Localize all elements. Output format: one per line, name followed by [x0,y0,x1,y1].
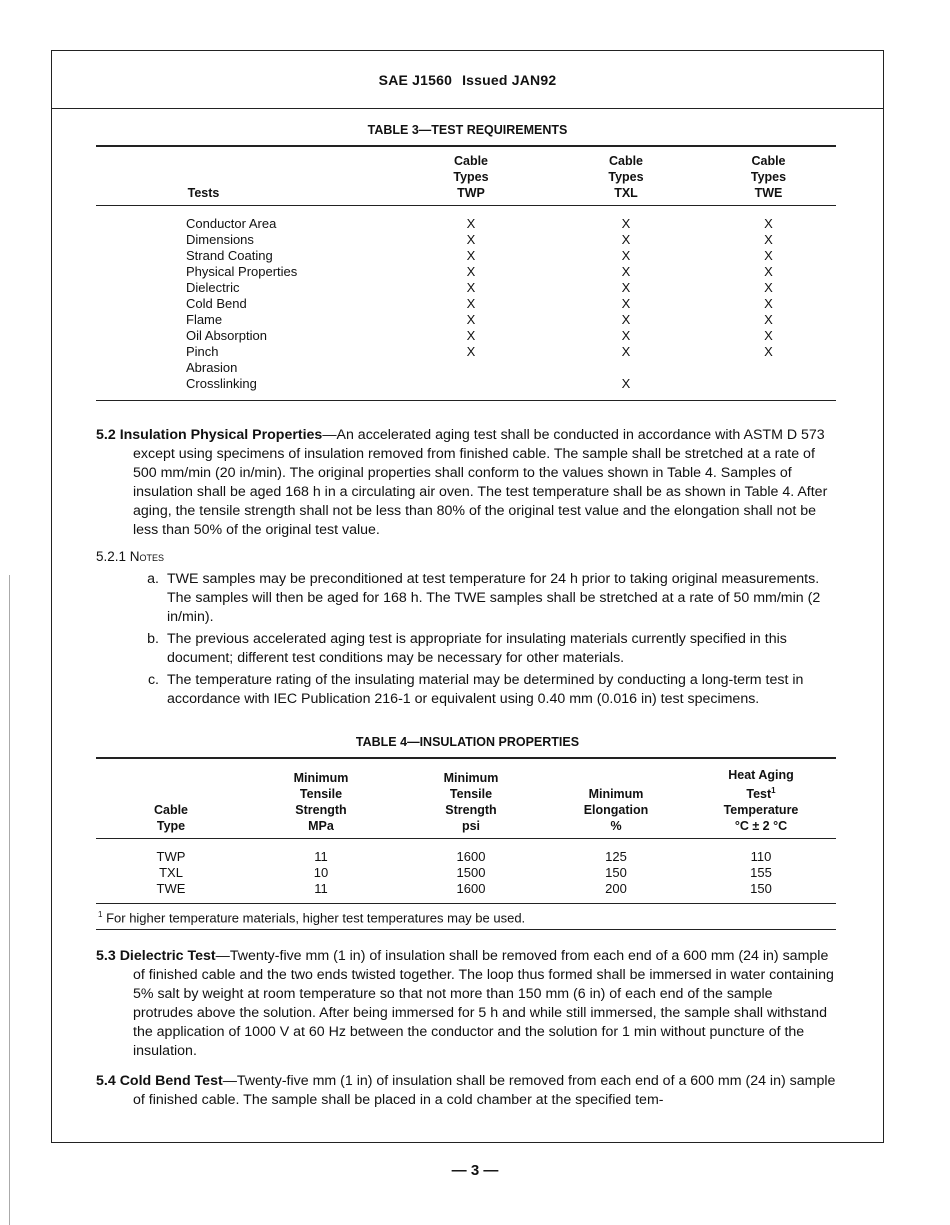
table4-cell-temp: 110 [750,849,772,865]
table4-col-mpa: Minimum Tensile Strength MPa [293,771,349,834]
note-letter: c. [147,672,159,688]
table3-cell-twe: X [764,216,773,231]
table3-cell-twe [701,360,836,376]
table4-cell-mpa: 11 [314,849,328,865]
section-5-2-1-heading: Notes [129,549,165,564]
table3-cell-twp [311,376,551,401]
table3-cell-test: Strand Coating [186,248,273,263]
table3-cell-twe: X [764,264,773,279]
table3-cell-twe: X [764,296,773,311]
document-header [52,51,883,109]
table3-col-txl: Cable Types TXL [608,154,644,200]
table3-cell-test: Flame [186,312,223,327]
table4-cell-temp: 150 [750,881,772,897]
table3-cell-twe: X [764,280,773,295]
table3-row [96,296,836,312]
table4 [96,757,836,930]
table4-col-type: Cable Type [153,803,189,834]
table3-row [96,376,836,401]
table3-cell-twe: X [764,344,773,359]
table3-cell-txl: X [621,296,631,311]
table3-cell-txl: X [621,248,631,263]
table3-cell-test: Dielectric [186,280,240,295]
section-5-2-number: 5.2 [96,427,116,443]
table3-row [96,206,836,233]
section-5-3-block [96,947,836,1110]
table3-cell-test: Conductor Area [186,216,277,231]
table3-cell-test: Oil Absorption [186,328,267,343]
section-5-2-block [96,426,836,712]
table3-cell-twe: X [764,312,773,327]
table3-cell-txl: X [621,280,631,295]
doc-issue: Issued JAN92 [462,71,557,88]
section-5-2-heading: Insulation Physical Properties [119,427,323,443]
scan-margin-line [9,575,10,1225]
table3-cell-twp: X [466,280,476,295]
table4-cell-psi: 1600 [456,849,486,865]
table3-cell-test: Crosslinking [186,376,257,391]
table4-cell-elong: 125 [605,849,627,865]
table3-cell-twe: X [764,232,773,247]
section-5-2-1-number: 5.2.1 [96,549,127,564]
table3-cell-txl: X [621,232,631,247]
table3-row [96,360,836,376]
page-frame [51,50,884,1143]
table4-cell-temp: 155 [750,865,772,881]
table4-col-psi: Minimum Tensile Strength psi [443,771,499,834]
table3-cell-txl: X [621,264,631,279]
table3-row [96,280,836,296]
note-letter: b. [147,631,159,647]
table3-row [96,232,836,248]
table3-cell-txl: X [621,216,631,231]
table4-cell-type: TWP [156,849,186,865]
table3-cell-twp: X [466,216,476,231]
section-5-3 [96,947,836,1061]
table3-cell-twe: X [764,248,773,263]
table3-row [96,312,836,328]
table3-col-tests: Tests [187,186,220,200]
table3-cell-test: Dimensions [186,232,254,247]
page-number: — 3 — [451,1162,499,1179]
section-5-3-text: —Twenty-five mm (1 in) of insulation shall be removed from each end of a 600 mm (24 in) sample of finished cable and the two ends twisted together. The loop thus formed shall be immersed in water containing 5% salt by weight at room temperature so that not more than 150 mm (6 in) of each end of the sample protrudes above the solution. After being immersed for 5 h and while still immersed, the sample shall withstand the application of 1000 V at 60 Hz between the conductor and the solution for 1 min without puncture of the insulation. [133,948,834,1059]
table3-cell-txl: X [621,344,631,359]
table4-cell-mpa: 11 [314,881,328,897]
table4-row [96,881,836,904]
table4-cell-type: TWE [156,881,186,897]
section-5-3-heading: Dielectric Test [119,948,216,964]
table3-row [96,264,836,280]
doc-id: SAE J1560 [378,71,453,88]
section-5-4-number: 5.4 [96,1073,116,1089]
note-item [133,671,836,709]
table3-cell-twp: X [466,264,476,279]
table3 [96,145,836,401]
note-item [133,570,836,627]
table3-col-twe: Cable Types TWE [750,154,787,200]
table3-cell-twp [311,360,551,376]
table3-cell-twe [701,376,836,401]
note-text: TWE samples may be preconditioned at test temperature for 24 h prior to taking original measurements. The samples will then be aged for 168 h. The TWE samples shall be stretched at a rate of 50 mm/min (2 in/min). [167,571,821,625]
table3-cell-test: Pinch [186,344,219,359]
table3-row [96,344,836,360]
table3-title: TABLE 3—TEST REQUIREMENTS [367,123,568,137]
table3-cell-twe: X [764,328,773,343]
table3-cell-txl: X [621,328,631,343]
section-5-4-text: —Twenty-five mm (1 in) of insulation shall be removed from each end of a 600 mm (24 in) sample of finished cable. The sample shall be placed in a cold chamber at the specified tem- [133,1073,836,1108]
table3-cell-twp: X [466,248,476,263]
table3-cell-txl: X [621,376,631,391]
table3-cell-twp: X [466,312,476,327]
table4-cell-type: TXL [159,865,183,881]
section-5-2 [96,426,836,540]
section-5-3-number: 5.3 [96,948,116,964]
table4-cell-psi: 1600 [456,881,486,897]
section-5-4-heading: Cold Bend Test [119,1073,223,1089]
table4-col-elongation: Minimum Elongation % [583,787,649,834]
table4-col-temperature: Heat Aging Test$^1$ Temperature °C ± 2 °C [723,768,799,834]
table3-cell-txl: X [621,312,631,327]
table3-cell-txl [551,360,701,376]
table3-row [96,248,836,264]
note-text: The temperature rating of the insulating material may be determined by conducting a long-term test in accordance with IEC Publication 216-1 or equivalent using 0.40 mm (0.016 in) test specimens. [167,672,804,707]
table4-cell-elong: 200 [605,881,627,897]
table4-cell-mpa: 10 [313,865,329,881]
table3-col-twp: Cable Types TWP [453,154,489,200]
table4-cell-elong: 150 [605,865,627,881]
table4-row [96,865,836,881]
table4-footnote: $^1$ For higher temperature materials, higher test temperatures may be used. [98,910,526,926]
table4-cell-psi: 1500 [456,865,486,881]
table3-cell-twp: X [466,232,476,247]
table3-cell-test: Physical Properties [186,264,298,279]
table3-cell-twp: X [466,328,476,343]
section-5-2-1 [96,547,836,566]
note-text: The previous accelerated aging test is appropriate for insulating materials currently specified in this document; different test conditions may be necessary for other materials. [167,631,787,666]
table3-cell-test: Cold Bend [186,296,247,311]
notes-list [96,570,836,709]
table4-title: TABLE 4—INSULATION PROPERTIES [355,735,580,749]
table3-cell-test: Abrasion [186,360,238,375]
table3-row [96,328,836,344]
section-5-4 [96,1072,836,1110]
table3-cell-twp: X [466,344,476,359]
table4-row [96,839,836,866]
section-5-2-text: —An accelerated aging test shall be conducted in accordance with ASTM D 573 except using specimens of insulation removed from finished cable. The sample shall be stretched at a rate of 500 mm/min (20 in/min). The original properties shall conform to the values shown in Table 4. Samples of insulation shall be aged 168 h in a circulating air oven. The test temperature shall be as shown in Table 4. After aging, the tensile strength shall not be less than 80% of the original test value and the elongation shall not be less than 50% of the original test value. [133,427,828,538]
note-letter: a. [147,571,159,587]
note-item [133,630,836,668]
table3-cell-twp: X [466,296,476,311]
